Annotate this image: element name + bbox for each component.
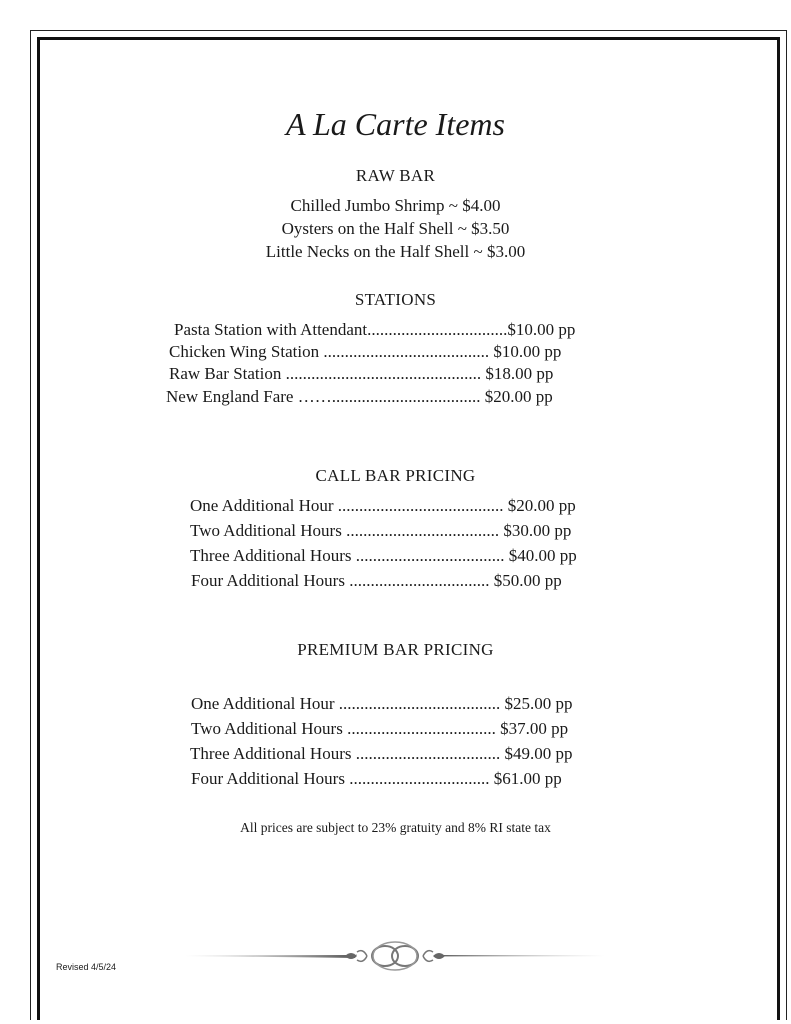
premium-bar-row — [191, 719, 568, 739]
call-bar-price: $40.00 pp — [508, 546, 577, 565]
call-bar-row — [190, 496, 576, 516]
station-name: Chicken Wing Station — [169, 342, 320, 361]
dot-leader: ................................... — [342, 719, 501, 738]
dot-leader: ................................. — [367, 320, 508, 339]
stations-heading: STATIONS — [354, 290, 437, 309]
station-name: Raw Bar Station — [169, 364, 282, 383]
dot-leader: .................................... — [341, 521, 504, 540]
premium-bar-heading: PREMIUM BAR PRICING — [297, 640, 494, 659]
premium-bar-price: $49.00 pp — [504, 744, 573, 763]
premium-bar-row — [191, 694, 573, 714]
call-bar-price: $30.00 pp — [503, 521, 572, 540]
page-title: A La Carte Items — [286, 106, 505, 142]
call-bar-row — [190, 521, 571, 541]
premium-bar-price: $61.00 pp — [493, 769, 562, 788]
station-row — [174, 320, 575, 340]
station-price: $20.00 pp — [484, 387, 553, 406]
station-name: Pasta Station with Attendant — [174, 320, 368, 339]
dot-leader: ....................................... — [319, 342, 494, 361]
station-name: New England Fare — [166, 387, 294, 406]
station-row — [166, 387, 553, 407]
flourish-divider-icon — [185, 935, 605, 975]
station-row — [169, 342, 561, 362]
premium-bar-row — [190, 744, 572, 764]
premium-bar-name: One Additional Hour — [191, 694, 335, 713]
premium-bar-price: $37.00 pp — [500, 719, 569, 738]
premium-bar-name: Three Additional Hours — [190, 744, 352, 763]
dot-leader: ....................................... — [333, 496, 508, 515]
revision-date: Revised 4/5/24 — [56, 962, 117, 972]
station-row — [169, 364, 553, 384]
station-price: $18.00 pp — [485, 364, 554, 383]
call-bar-row — [190, 546, 577, 566]
raw-bar-item: Oysters on the Half Shell ~ $3.50 — [281, 219, 510, 238]
call-bar-price: $20.00 pp — [507, 496, 576, 515]
dot-leader: ................................... — [351, 546, 509, 565]
call-bar-price: $50.00 pp — [493, 571, 562, 590]
dot-leader: ……................................... — [293, 387, 485, 406]
dot-leader: ...................................... — [334, 694, 505, 713]
premium-bar-name: Four Additional Hours — [191, 769, 345, 788]
station-price: $10.00 pp — [507, 320, 576, 339]
station-price: $10.00 pp — [493, 342, 562, 361]
dot-leader: .................................. — [351, 744, 505, 763]
call-bar-heading: CALL BAR PRICING — [315, 466, 476, 485]
call-bar-name: Two Additional Hours — [190, 521, 342, 540]
call-bar-name: One Additional Hour — [190, 496, 334, 515]
raw-bar-item: Little Necks on the Half Shell ~ $3.00 — [265, 242, 526, 261]
dot-leader: .............................................. — [281, 364, 486, 383]
premium-bar-row — [191, 769, 562, 789]
premium-bar-name: Two Additional Hours — [191, 719, 343, 738]
raw-bar-heading: RAW BAR — [355, 166, 436, 185]
dot-leader: ................................. — [344, 571, 494, 590]
call-bar-row — [191, 571, 562, 591]
dot-leader: ................................. — [344, 769, 494, 788]
pricing-footnote: All prices are subject to 23% gratuity and 8% RI state tax — [240, 820, 551, 835]
premium-bar-price: $25.00 pp — [504, 694, 573, 713]
raw-bar-item: Chilled Jumbo Shrimp ~ $4.00 — [290, 196, 501, 215]
call-bar-name: Four Additional Hours — [191, 571, 345, 590]
call-bar-name: Three Additional Hours — [190, 546, 352, 565]
